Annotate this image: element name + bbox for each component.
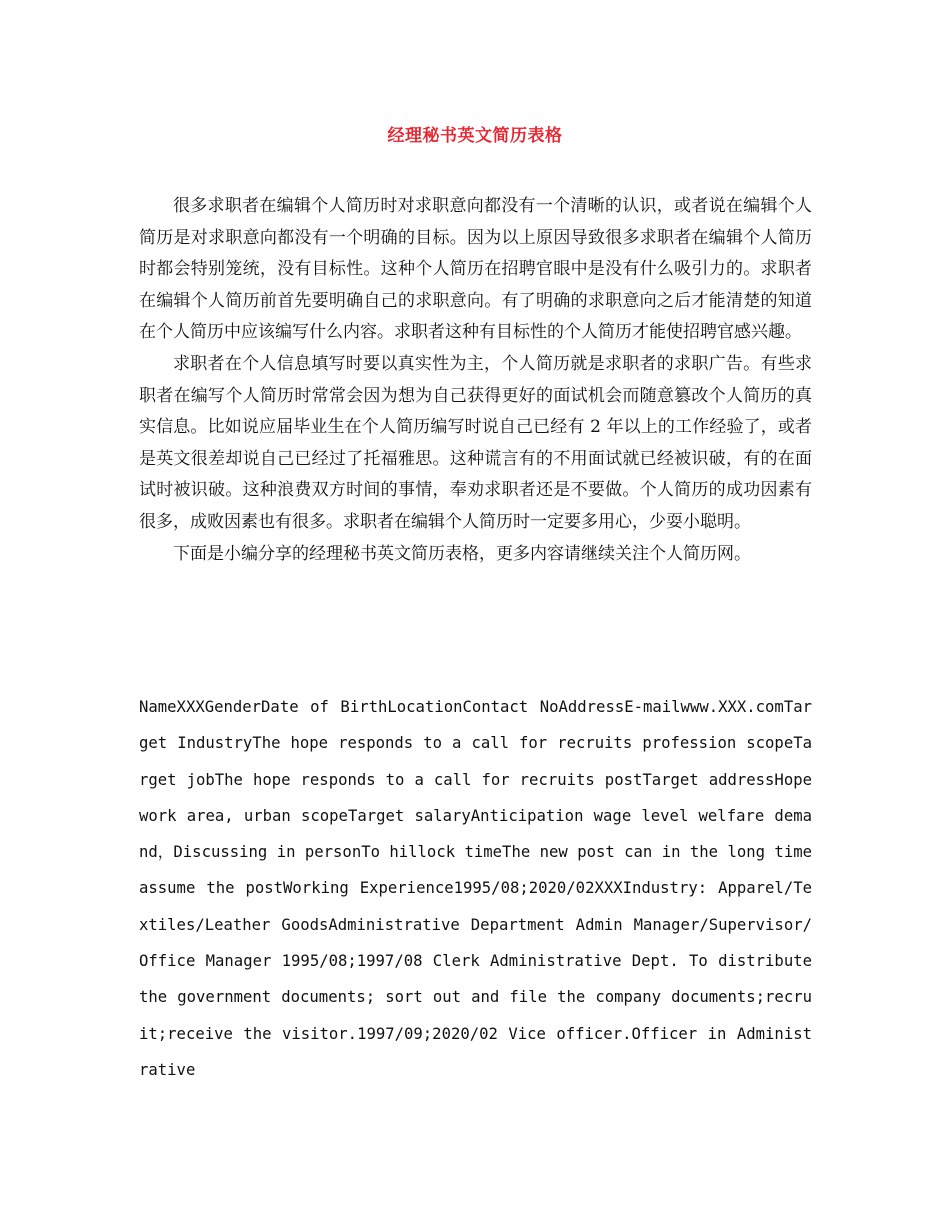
- document-title: 经理秘书英文简历表格: [387, 126, 563, 146]
- english-resume-block: [139, 689, 812, 1088]
- paragraph: 求职者在个人信息填写时要以真实性为主，个人简历就是求职者的求职广告。有些求职者在编写个人简历时常常会因为想为自己获得更好的面试机会而随意篡改个人简历的真实信息。比如说应届毕业生在个人简历编写时说自己已经有 2 年以上的工作经验了，或者是英文很差却说自己已经过了托福雅思。这种谎言有的不用面试就已经被识破，有的在面试时被识破。这种浪费双方时间的事情，奉劝求职者还是不要做。个人简历的成功因素有很多，成败因素也有很多。求职者在编辑个人简历时一定要多用心，少耍小聪明。: [139, 353, 812, 532]
- paragraph: 下面是小编分享的经理秘书英文简历表格，更多内容请继续关注个人简历网。: [173, 543, 751, 564]
- paragraph: 很多求职者在编辑个人简历时对求职意向都没有一个清晰的认识，或者说在编辑个人简历是对求职意向都没有一个明确的目标。因为以上原因导致很多求职者在编辑个人简历时都会特别笼统，没有目标性。这种个人简历在招聘官眼中是没有什么吸引力的。求职者在编辑个人简历前首先要明确自己的求职意向。有了明确的求职意向之后才能清楚的知道在个人简历中应该编写什么内容。求职者这种有目标性的个人简历才能使招聘官感兴趣。: [139, 196, 812, 343]
- english-resume-text: NameXXXGenderDate of BirthLocationContact NoAddressE-mailwww.XXX.comTarget IndustryThe hope responds to a call for recruits profession scopeTarget jobThe hope responds to a call for recruits postTarget addressHope work area, urban scopeTarget salaryAnticipation wage level welfare demand，Discussing in personTo hillock timeThe new post can in the long time assume the postWorking Experience1995/08;2020/02XXXIndustry: Apparel/Textiles/Leather GoodsAdministrative Department Admin Manager/Supervisor/Office Manager 1995/08;1997/08 Clerk Administrative Dept. To distribute the government documents; sort out and file the company documents;recruit;receive the visitor.1997/09;2020/02 Vice officer.Officer in Administrative: [139, 698, 812, 1079]
- chinese-body: [139, 191, 812, 570]
